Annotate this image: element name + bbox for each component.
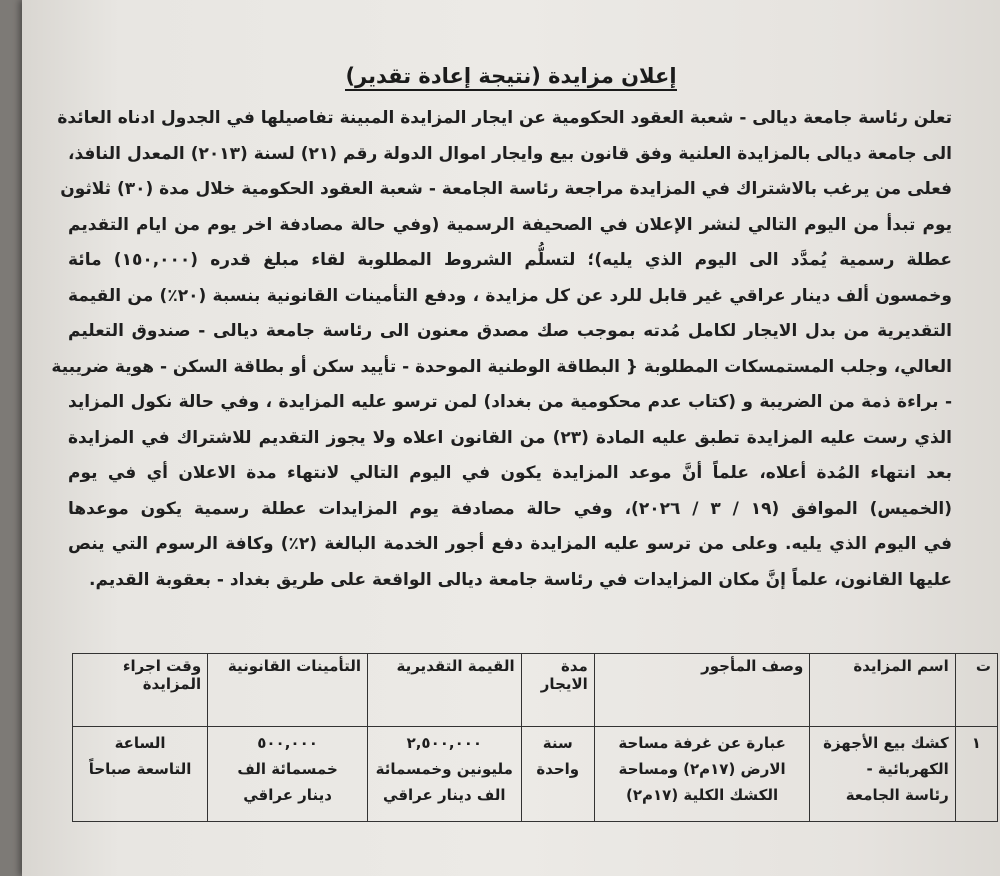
body-line: وخمسون ألف دينار عراقي غير قابل للرد عن كل مزايدة ، ودفع التأمينات القانونية بنسبة (٢٠٪) من القيمة xyxy=(68,285,952,306)
cell-name-line: الكهربائية - xyxy=(866,760,949,778)
header-insurance: التأمينات القانونية xyxy=(208,654,368,727)
cell-name xyxy=(810,727,955,822)
cell-value-line: الف دينار عراقي xyxy=(383,786,506,804)
body-line: الى جامعة ديالى بالمزايدة العلنية وفق قانون بيع وايجار اموال الدولة رقم (٢١) لسنة (٢٠١٣) المعدل النافذ، xyxy=(68,143,952,164)
body-line: عطلة رسمية يُمدَّد الى اليوم الذي يليه)؛ لتسلُّم الشروط المطلوبة لقاء مبلغ قدره (١٥٠,٠٠٠) مائة xyxy=(68,250,952,270)
announcement-title xyxy=(22,64,1000,88)
cell-insurance xyxy=(208,727,368,822)
cell-insurance-line: دينار عراقي xyxy=(243,786,332,804)
cell-name-line: رئاسة الجامعة xyxy=(845,786,949,804)
cell-time-line: التاسعة صباحاً xyxy=(88,760,192,778)
header-num: ت xyxy=(955,654,997,727)
cell-description-line: عبارة عن غرفة مساحة xyxy=(618,734,786,752)
cell-time xyxy=(73,727,208,822)
cell-time-line: الساعة xyxy=(114,734,166,752)
announcement-title-text: إعلان مزايدة (نتيجة إعادة تقدير) xyxy=(345,64,676,91)
cell-description-line: الكشك الكلية (١٧م٢) xyxy=(625,786,779,804)
table-row xyxy=(73,727,998,822)
body-line: تعلن رئاسة جامعة ديالى - شعبة العقود الحكومية عن ايجار المزايدة المبينة تفاصيلها في الجدول ادناه العائدة xyxy=(57,108,952,128)
body-line: الذي رست عليه المزايدة تطبق عليه المادة (٢٣) من القانون اعلاه ولا يجوز التقديم للاشتراك في المزايدة xyxy=(68,427,952,448)
body-line: العالي، وجلب المستمسكات المطلوبة { البطاقة الوطنية الموحدة - تأييد سكن أو بطاقة السكن - هوية ضريبية xyxy=(51,356,952,377)
table-header-row xyxy=(73,654,998,727)
cell-description xyxy=(594,727,810,822)
cell-description-line: الارض (١٧م٢) ومساحة xyxy=(618,760,786,778)
header-time xyxy=(73,654,208,727)
cell-value xyxy=(367,727,521,822)
body-line: بعد انتهاء المُدة أعلاه، علماً أنَّ موعد المزايدة يكون في اليوم التالي لانتهاء مدة الاعلان أي في يوم xyxy=(68,463,952,483)
cell-name-line: كشك بيع الأجهزة xyxy=(823,734,949,752)
announcement-body xyxy=(51,101,953,598)
cell-duration-line: واحدة xyxy=(536,760,580,778)
cell-insurance-line: خمسمائة الف xyxy=(237,760,338,778)
document-page xyxy=(22,0,1000,876)
cell-duration-line: سنة xyxy=(542,734,573,752)
cell-num: ١ xyxy=(955,727,997,822)
cell-insurance-line: ٥٠٠,٠٠٠ xyxy=(257,734,318,752)
header-name: اسم المزايدة xyxy=(810,654,955,727)
cell-value-line: مليونين وخمسمائة xyxy=(375,760,513,778)
body-line: في اليوم الذي يليه. وعلى من ترسو عليه المزايدة دفع أجور الخدمة البالغة (٢٪) وكافة الرسوم التي ينص xyxy=(68,534,952,554)
body-line: عليها القانون، علماً إنَّ مكان المزايدات في رئاسة جامعة ديالى الواقعة على طريق بغداد - بعقوبة القديم. xyxy=(89,569,952,590)
header-description: وصف المأجور xyxy=(594,654,810,727)
auction-table xyxy=(72,653,998,822)
header-time-line: وقت اجراء xyxy=(122,657,202,675)
body-line: التقديرية من بدل الايجار لكامل مُدته بموجب صك مصدق معنون الى رئاسة جامعة ديالى - صندوق التعليم xyxy=(68,321,952,341)
body-line: فعلى من يرغب بالاشتراك في المزايدة مراجعة رئاسة الجامعة - شعبة العقود الحكومية خلال مدة (٣٠) ثلاثون xyxy=(60,179,952,199)
header-value: القيمة التقديرية xyxy=(367,654,521,727)
cell-duration xyxy=(521,727,594,822)
body-line: (الخميس) الموافق (١٩ / ٣ / ٢٠٢٦)، وفي حالة مصادفة يوم المزايدات عطلة رسمية يكون موعدها xyxy=(68,498,953,519)
header-duration-line: مدة xyxy=(561,657,588,675)
body-line: يوم تبدأ من اليوم التالي لنشر الإعلان في الصحيفة الرسمية (وفي حالة مصادفة اخر يوم من ايام التقديم xyxy=(68,214,952,235)
cell-value-line: ٢,٥٠٠,٠٠٠ xyxy=(406,734,483,752)
header-duration-line: الايجار xyxy=(540,675,588,693)
body-line: - براءة ذمة من الضريبة و (كتاب عدم محكومية من بغداد) لمن ترسو عليه المزايدة ، وفي حالة نكول المزايد xyxy=(68,392,952,412)
header-duration xyxy=(521,654,594,727)
header-time-line: المزايدة xyxy=(142,675,202,693)
